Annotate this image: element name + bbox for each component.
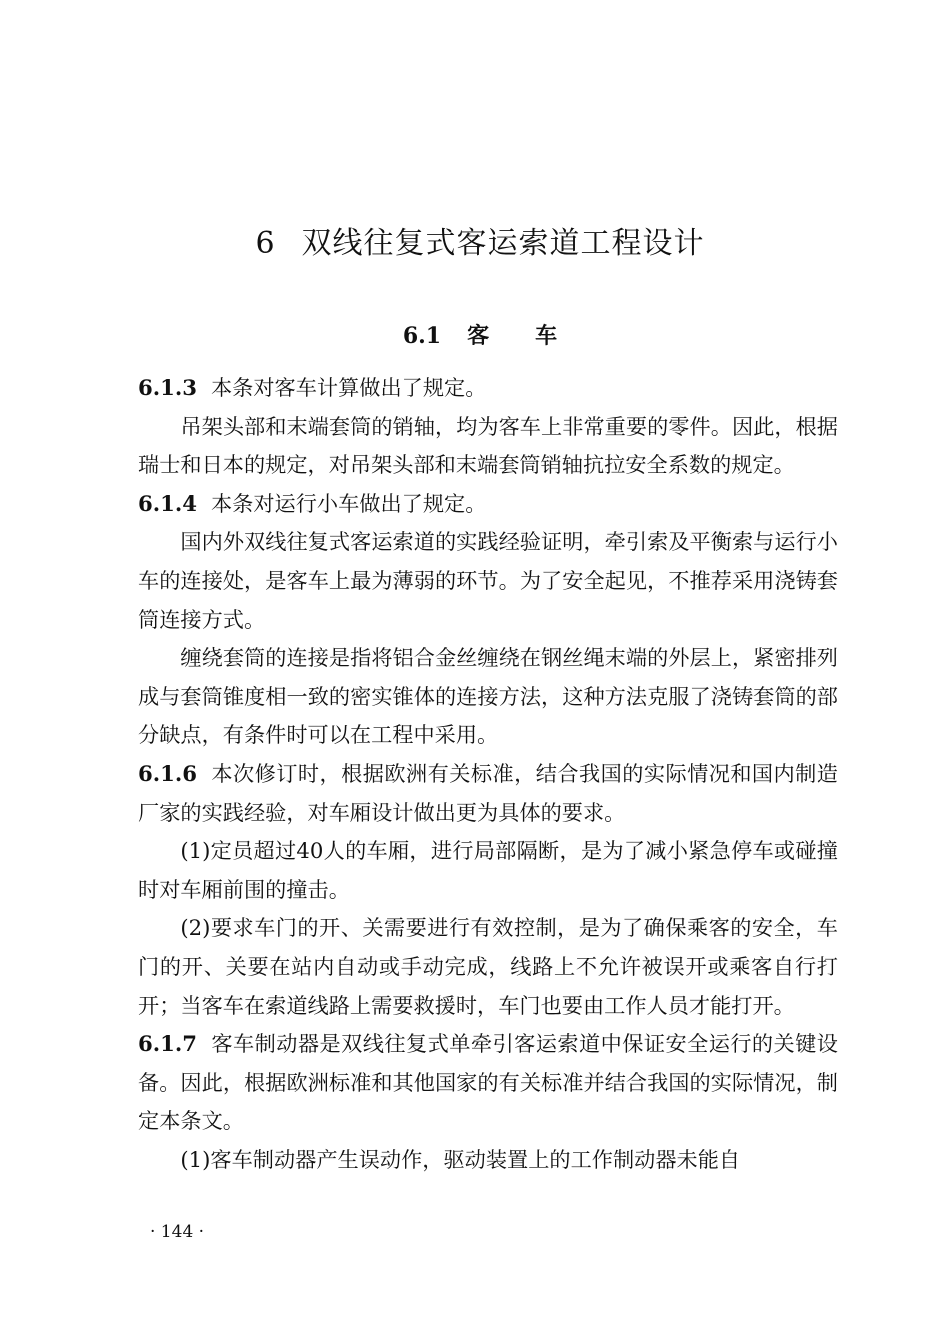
section-title-part1: 客 <box>467 323 490 349</box>
section-title-part2: 车 <box>535 323 558 349</box>
paragraph-text: 本条对运行小车做出了规定。 <box>210 490 487 516</box>
paragraph: (1)定员超过40人的车厢，进行局部隔断，是为了减小紧急停车或碰撞时对车厢前围的撞击。 <box>138 838 838 902</box>
paragraph-text: 本条对客车计算做出了规定。 <box>210 375 487 400</box>
section-number: 6.1 <box>402 323 442 349</box>
chapter-title-text: 双线往复式客运索道工程设计 <box>301 226 705 261</box>
clause-number: 6.1.3 <box>138 375 197 400</box>
clause-number: 6.1.7 <box>138 1031 197 1057</box>
page-number: · 144 · <box>150 1222 205 1242</box>
clause-paragraph <box>138 1025 838 1141</box>
chapter-title <box>0 222 950 266</box>
paragraph: 国内外双线往复式客运索道的实践经验证明，牵引索及平衡索与运行小车的连接处，是客车上最为薄弱的环节。为了安全起见，不推荐采用浇铸套筒连接方式。 <box>138 529 838 632</box>
clause-paragraph <box>138 755 838 832</box>
paragraph-text: 本次修订时，根据欧洲有关标准，结合我国的实际情况和国内制造厂家的实践经验，对车厢设计做出更为具体的要求。 <box>138 760 838 825</box>
clause-paragraph <box>138 485 838 524</box>
paragraph-text: 客车制动器是双线往复式单牵引客运索道中保证安全运行的关键设备。因此，根据欧洲标准和其他国家的有关标准并结合我国的实际情况，制定本条文。 <box>138 1031 838 1134</box>
chapter-number: 6 <box>255 226 276 261</box>
paragraph: (2)要求车门的开、关需要进行有效控制，是为了确保乘客的安全，车门的开、关要在站内自动或手动完成，线路上不允许被误开或乘客自行打开；当客车在索道线路上需要救援时，车门也要由工作人员才能打开。 <box>138 915 838 1018</box>
paragraph: (1)客车制动器产生误动作，驱动装置上的工作制动器未能自 <box>180 1146 741 1172</box>
clause-paragraph <box>138 369 838 408</box>
body-text <box>138 369 838 1179</box>
section-title <box>0 320 950 352</box>
paragraph: 吊架头部和末端套筒的销轴，均为客车上非常重要的零件。因此，根据瑞士和日本的规定，对吊架头部和末端套筒销轴抗拉安全系数的规定。 <box>138 413 838 478</box>
clause-number: 6.1.4 <box>138 490 197 516</box>
clause-number: 6.1.6 <box>138 760 197 786</box>
paragraph: 缠绕套筒的连接是指将铝合金丝缠绕在钢丝绳末端的外层上，紧密排列成与套筒锥度相一致的密实锥体的连接方法，这种方法克服了浇铸套筒的部分缺点，有条件时可以在工程中采用。 <box>138 645 838 748</box>
